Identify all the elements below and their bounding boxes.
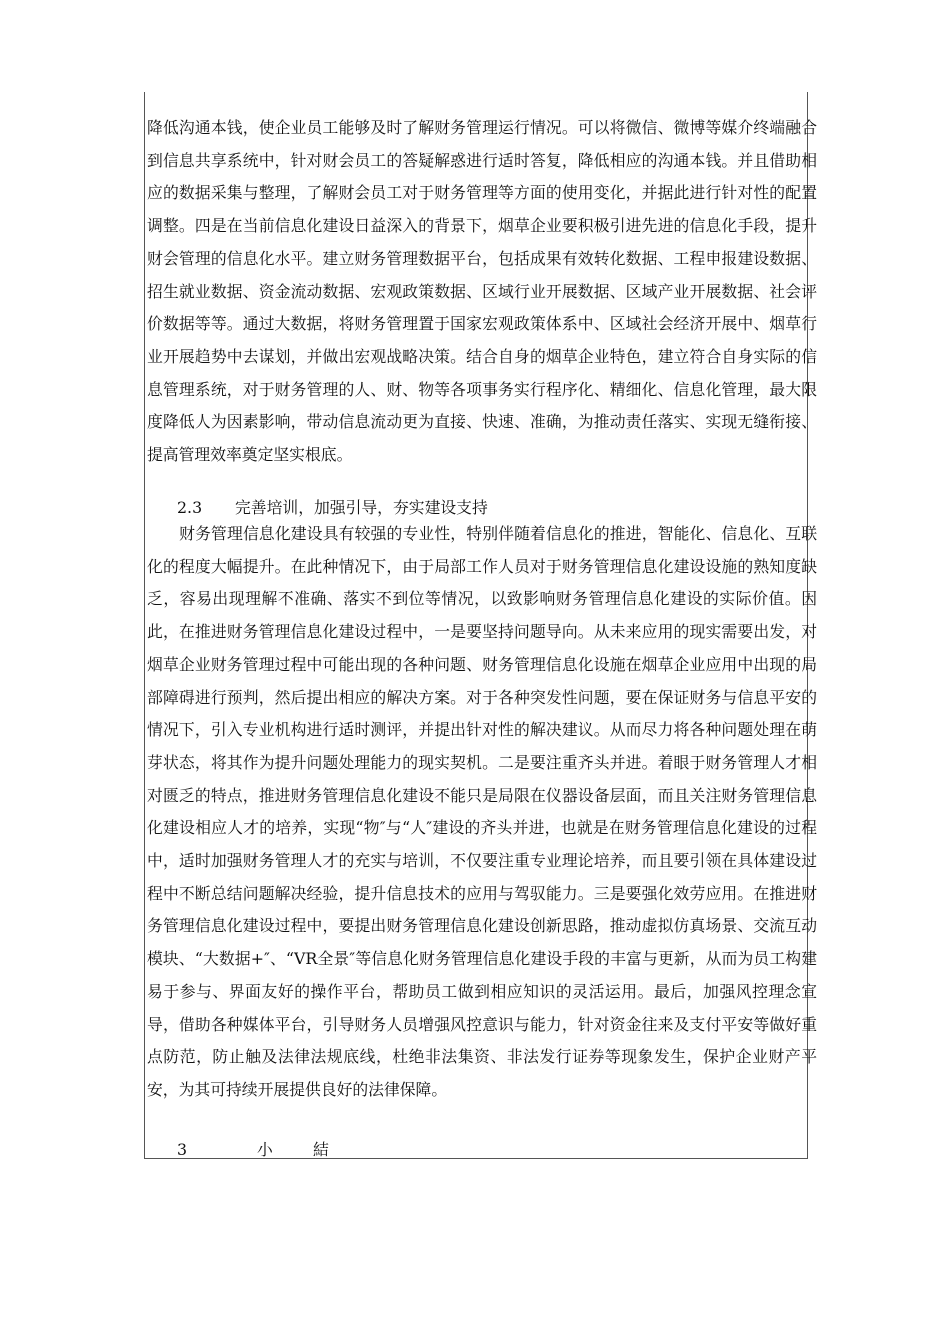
body-paragraph — [147, 518, 817, 1107]
section-heading — [177, 1138, 329, 1162]
body-paragraph: 降低沟通本钱，使企业员工能够及时了解财务管理运行情况。可以将微信、微博等媒介终端融合到信息共享系统中，针对财会员工的答疑解惑进行适时答复，降低相应的沟通本钱。并且借助相应的数据采集与整理，了解财会员工对于财务管理等方面的使用变化，并据此进行针对性的配置调整。四是在当前信息化建设日益深入的背景下，烟草企业要积极引进先进的信息化手段，提升财会管理的信息化水平。建立财务管理数据平台，包括成果有效转化数据、工程申报建设数据、招生就业数据、资金流动数据、宏观政策数据、区域行业开展数据、区域产业开展数据、社会评价数据等等。通过大数据，将财务管理置于国家宏观政策体系中、区域社会经济开展中、烟草行业开展趋势中去谋划，并做出宏观战略决策。结合自身的烟草企业特色，建立符合自身实际的信息管理系统，对于财务管理的人、财、物等各项事务实行程序化、精细化、信息化管理，最大限度降低人为因素影响，带动信息流动更为直接、快速、准确，为推动责任落实、实现无缝衔接、提高管理效率奠定坚实根底。 — [147, 118, 817, 465]
section-title-char: 結 — [313, 1140, 329, 1159]
section-title: 完善培训，加强引导，夯实建设支持 — [235, 498, 488, 517]
section-number: 2.3 — [177, 498, 203, 517]
paragraph-text: 财务管理信息化建设具有较强的专业性，特别伴随着信息化的推进，智能化、信息化、互联化的程度大幅提升。在此种情况下，由于局部工作人员对于财务管理信息化建设设施的熟知度缺乏，容易出现理解不准确、落实不到位等情况，以致影响财务管理信息化建设的实际价值。因此，在推进财务管理信息化建设过程中，一是要坚持问题导向。从未来应用的现实需要出发，对烟草企业财务管理过程中可能出现的各种问题、财务管理信息化设施在烟草企业应用中出现的局部障碍进行预判，然后提出相应的解决方案。对于各种突发性问题，要在保证财务与信息平安的情况下，引入专业机构进行适时测评，并提出针对性的解决建议。从而尽力将各种问题处理在萌芽状态，将其作为提升问题处理能力的现实契机。二是要注重齐头并进。着眼于财务管理人才相对匮乏的特点，推进财务管理信息化建设不能只是局限在仪器设备层面，而且关注财务管理信息化建设相应人才的培养，实现“物″与“人″建设的齐头并进，也就是在财务管理信息化建设的过程中，适时加强财务管理人才的充实与培训，不仅要注重专业理论培养，而且要引领在具体建设过程中不断总结问题解决经验，提升信息技术的应用与驾驭能力。三是要强化效劳应用。在推进财务管理信息化建设过程中，要提出财务管理信息化建设创新思路，推动虚拟仿真场景、交流互动模块、“大数据+″、“VR全景″等信息化财务管理信息化建设手段的丰富与更新，从而为员工构建易于参与、界面友好的操作平台，帮助员工做到相应知识的灵活运用。最后，加强风控理念宣导，借助各种媒体平台，引导财务人员增强风控意识与能力，针对资金往来及支付平安等做好重点防范，防止触及法律法规底线，杜绝非法集资、非法发行证券等现象发生，保护企业财产平安，为其可持续开展提供良好的法律保障。 — [147, 524, 817, 1099]
section-number: 3 — [177, 1140, 188, 1159]
section-title-char: 小 — [257, 1140, 273, 1159]
section-heading — [177, 496, 488, 520]
page-frame — [144, 92, 817, 1159]
